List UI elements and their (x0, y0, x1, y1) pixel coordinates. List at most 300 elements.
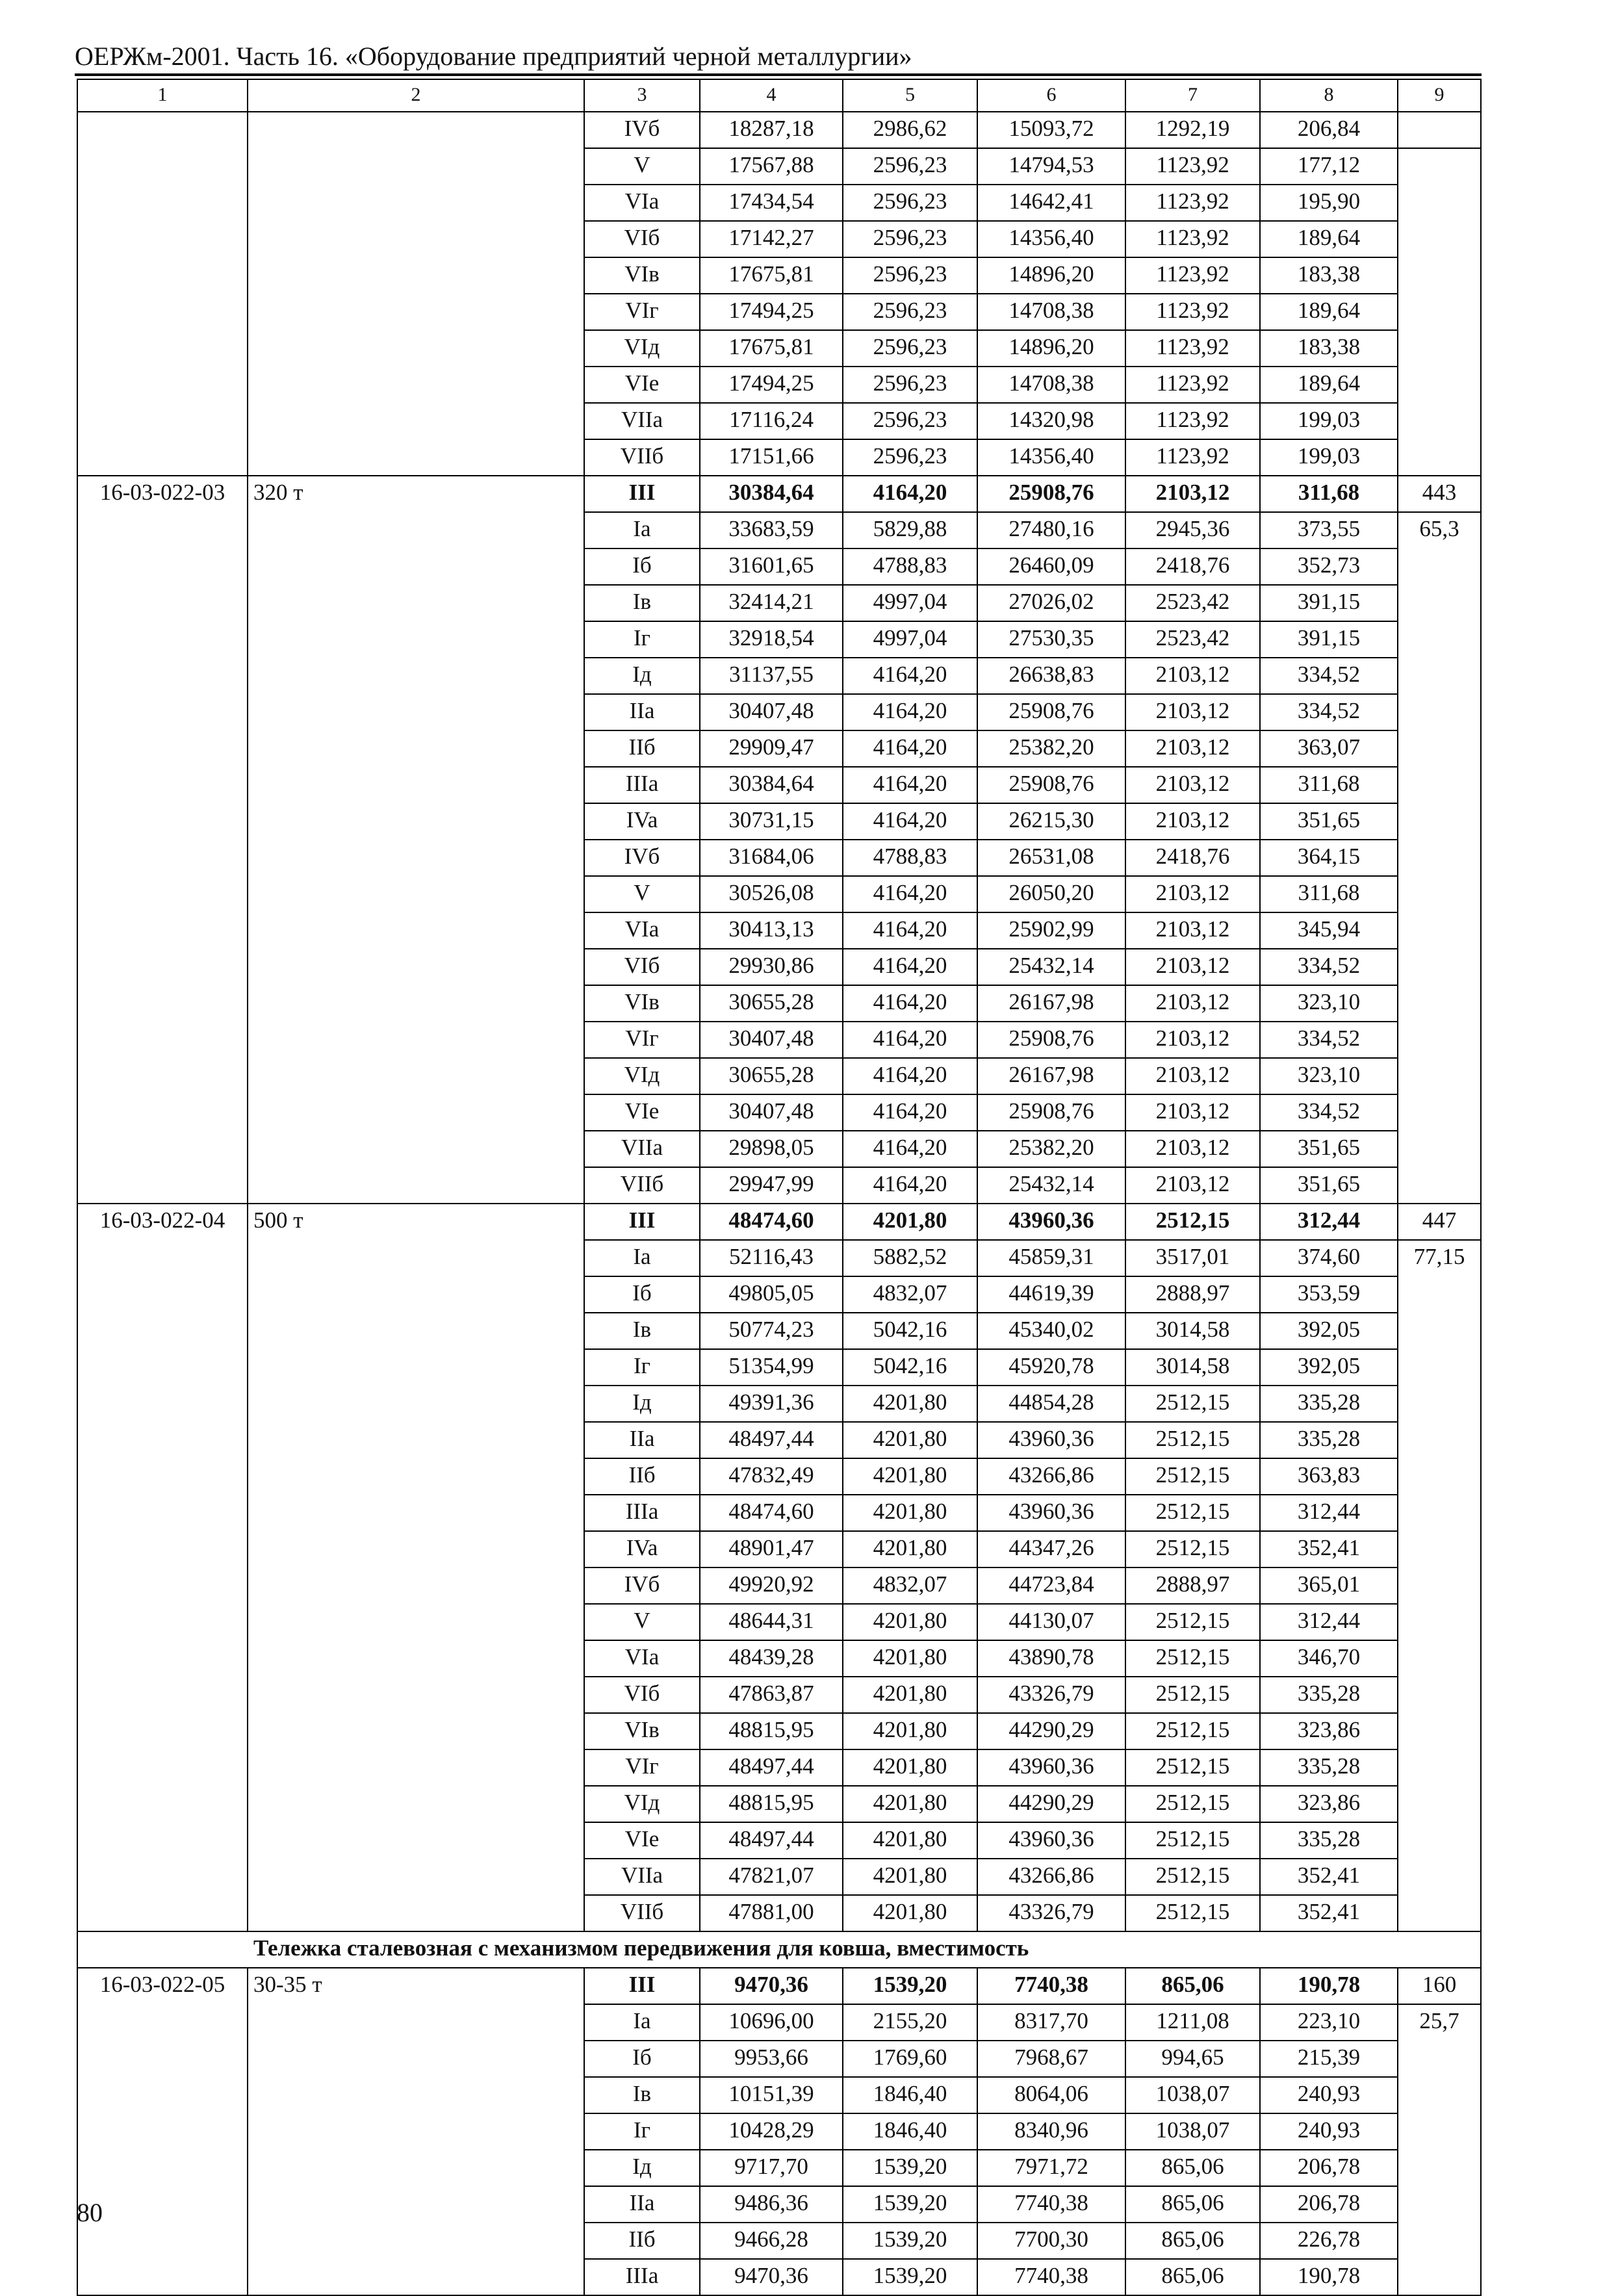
category-cell: VIв (584, 985, 700, 1022)
value-cell: 43890,78 (977, 1640, 1125, 1677)
category-cell: VIв (584, 1713, 700, 1749)
value-cell: 44619,39 (977, 1276, 1125, 1313)
value-cell: 240,93 (1260, 2113, 1398, 2150)
category-cell: Iв (584, 585, 700, 621)
value-cell: 4201,80 (843, 1749, 977, 1786)
value-cell: 2596,23 (843, 330, 977, 367)
value-cell: 1292,19 (1125, 112, 1260, 148)
category-cell: IIб (584, 1458, 700, 1495)
column-header: 4 (700, 79, 843, 112)
value-cell: 17434,54 (700, 185, 843, 221)
value-cell: 14708,38 (977, 367, 1125, 403)
value-cell: 2512,15 (1125, 1713, 1260, 1749)
value-cell: 364,15 (1260, 840, 1398, 876)
value-cell: 1123,92 (1125, 330, 1260, 367)
category-cell: VIг (584, 294, 700, 330)
value-cell: 26050,20 (977, 876, 1125, 912)
value-cell: 2512,15 (1125, 1386, 1260, 1422)
value-cell: 4164,20 (843, 949, 977, 985)
value-cell: 4201,80 (843, 1604, 977, 1640)
category-cell: VIa (584, 912, 700, 949)
value-cell: 3517,01 (1125, 1240, 1260, 1276)
value-cell: 190,78 (1260, 2259, 1398, 2295)
value-cell: 44290,29 (977, 1713, 1125, 1749)
value-cell: 30384,64 (700, 767, 843, 803)
category-cell: VIe (584, 367, 700, 403)
value-cell: 26167,98 (977, 985, 1125, 1022)
value-cell: 8064,06 (977, 2077, 1125, 2113)
value-cell: 352,41 (1260, 1531, 1398, 1567)
column-header: 1 (77, 79, 248, 112)
value-cell: 199,03 (1260, 439, 1398, 476)
value-cell: 31137,55 (700, 658, 843, 694)
value-cell: 43960,36 (977, 1422, 1125, 1458)
value-cell: 44130,07 (977, 1604, 1125, 1640)
value-cell: 4201,80 (843, 1495, 977, 1531)
value-cell: 2596,23 (843, 367, 977, 403)
value-cell: 865,06 (1125, 2259, 1260, 2295)
value-cell: 334,52 (1260, 658, 1398, 694)
value-cell: 1123,92 (1125, 221, 1260, 257)
value-cell: 17675,81 (700, 257, 843, 294)
value-cell: 43960,36 (977, 1749, 1125, 1786)
value-cell: 1038,07 (1125, 2113, 1260, 2150)
value-cell: 4164,20 (843, 985, 977, 1022)
category-cell: VIб (584, 949, 700, 985)
category-cell: VIe (584, 1822, 700, 1859)
value-cell: 43960,36 (977, 1204, 1125, 1240)
value-cell: 2103,12 (1125, 730, 1260, 767)
category-cell: IIб (584, 730, 700, 767)
value-cell: 4201,80 (843, 1859, 977, 1895)
value-cell: 44723,84 (977, 1567, 1125, 1604)
table-row (77, 476, 1481, 512)
category-cell: Iд (584, 2150, 700, 2186)
value-cell: 2596,23 (843, 403, 977, 439)
value-cell: 47863,87 (700, 1677, 843, 1713)
value-cell: 183,38 (1260, 257, 1398, 294)
category-cell: IIa (584, 1422, 700, 1458)
value-cell: 391,15 (1260, 585, 1398, 621)
value-cell: 29930,86 (700, 949, 843, 985)
value-cell: 312,44 (1260, 1495, 1398, 1531)
value-cell: 4201,80 (843, 1531, 977, 1567)
category-cell: Ia (584, 512, 700, 548)
value-cell: 30407,48 (700, 1022, 843, 1058)
column-header: 2 (248, 79, 584, 112)
category-cell: VIд (584, 330, 700, 367)
value-cell: 323,86 (1260, 1713, 1398, 1749)
value-cell: 2103,12 (1125, 476, 1260, 512)
value-cell: 4201,80 (843, 1713, 977, 1749)
col9-value-cell: 160 (1398, 1968, 1481, 2004)
value-cell: 2888,97 (1125, 1567, 1260, 1604)
category-cell: Iв (584, 1313, 700, 1349)
value-cell: 43326,79 (977, 1895, 1125, 1931)
value-cell: 48497,44 (700, 1422, 843, 1458)
value-cell: 25908,76 (977, 1094, 1125, 1131)
category-cell: Iв (584, 2077, 700, 2113)
value-cell: 1123,92 (1125, 257, 1260, 294)
value-cell: 334,52 (1260, 1022, 1398, 1058)
value-cell: 2512,15 (1125, 1822, 1260, 1859)
value-cell: 48497,44 (700, 1822, 843, 1859)
value-cell: 2986,62 (843, 112, 977, 148)
value-cell: 312,44 (1260, 1204, 1398, 1240)
value-cell: 18287,18 (700, 112, 843, 148)
value-cell: 25908,76 (977, 694, 1125, 730)
value-cell: 865,06 (1125, 2150, 1260, 2186)
value-cell: 2103,12 (1125, 912, 1260, 949)
value-cell: 4164,20 (843, 767, 977, 803)
value-cell: 9470,36 (700, 1968, 843, 2004)
value-cell: 8340,96 (977, 2113, 1125, 2150)
value-cell: 351,65 (1260, 1131, 1398, 1167)
table-row (77, 112, 1481, 148)
value-cell: 4164,20 (843, 912, 977, 949)
value-cell: 43960,36 (977, 1495, 1125, 1531)
capacity-cell (248, 112, 584, 476)
col9-value-cell: 443 (1398, 476, 1481, 512)
value-cell: 45920,78 (977, 1349, 1125, 1386)
value-cell: 14896,20 (977, 330, 1125, 367)
value-cell: 5042,16 (843, 1349, 977, 1386)
value-cell: 26531,08 (977, 840, 1125, 876)
value-cell: 240,93 (1260, 2077, 1398, 2113)
capacity-cell: 30-35 т (248, 1968, 584, 2295)
value-cell: 10151,39 (700, 2077, 843, 2113)
value-cell: 4788,83 (843, 840, 977, 876)
category-cell: VIг (584, 1022, 700, 1058)
value-cell: 5882,52 (843, 1240, 977, 1276)
value-cell: 1211,08 (1125, 2004, 1260, 2041)
value-cell: 48815,95 (700, 1786, 843, 1822)
value-cell: 52116,43 (700, 1240, 843, 1276)
value-cell: 25382,20 (977, 1131, 1125, 1167)
value-cell: 43266,86 (977, 1458, 1125, 1495)
category-cell: IIIa (584, 2259, 700, 2295)
value-cell: 33683,59 (700, 512, 843, 548)
value-cell: 1539,20 (843, 2186, 977, 2223)
value-cell: 352,73 (1260, 548, 1398, 585)
value-cell: 4832,07 (843, 1276, 977, 1313)
value-cell: 865,06 (1125, 2186, 1260, 2223)
value-cell: 17567,88 (700, 148, 843, 185)
column-header: 3 (584, 79, 700, 112)
section-heading-row (77, 1931, 1481, 1968)
value-cell: 4201,80 (843, 1640, 977, 1677)
value-cell: 5042,16 (843, 1313, 977, 1349)
value-cell: 1038,07 (1125, 2077, 1260, 2113)
value-cell: 2512,15 (1125, 1786, 1260, 1822)
category-cell: VIIб (584, 439, 700, 476)
value-cell: 1123,92 (1125, 185, 1260, 221)
category-cell: VIд (584, 1058, 700, 1094)
category-cell: VIIб (584, 1167, 700, 1204)
category-cell: VIIa (584, 1131, 700, 1167)
value-cell: 2512,15 (1125, 1604, 1260, 1640)
value-cell: 15093,72 (977, 112, 1125, 148)
value-cell: 7971,72 (977, 2150, 1125, 2186)
value-cell: 335,28 (1260, 1422, 1398, 1458)
rate-code-cell (77, 112, 248, 476)
value-cell: 2523,42 (1125, 621, 1260, 658)
category-cell: Iг (584, 621, 700, 658)
category-cell: Iг (584, 1349, 700, 1386)
value-cell: 9466,28 (700, 2223, 843, 2259)
value-cell: 45859,31 (977, 1240, 1125, 1276)
value-cell: 2596,23 (843, 185, 977, 221)
value-cell: 1846,40 (843, 2113, 977, 2150)
value-cell: 30655,28 (700, 985, 843, 1022)
value-cell: 2512,15 (1125, 1895, 1260, 1931)
category-cell: VIIб (584, 1895, 700, 1931)
category-cell: Ia (584, 1240, 700, 1276)
value-cell: 31684,06 (700, 840, 843, 876)
value-cell: 1539,20 (843, 2259, 977, 2295)
capacity-cell: 320 т (248, 476, 584, 1204)
category-cell: VIб (584, 221, 700, 257)
value-cell: 335,28 (1260, 1749, 1398, 1786)
value-cell: 31601,65 (700, 548, 843, 585)
value-cell: 8317,70 (977, 2004, 1125, 2041)
column-header: 6 (977, 79, 1125, 112)
value-cell: 1123,92 (1125, 367, 1260, 403)
category-cell: VIa (584, 1640, 700, 1677)
value-cell: 25908,76 (977, 476, 1125, 512)
value-cell: 7740,38 (977, 1968, 1125, 2004)
value-cell: 4201,80 (843, 1422, 977, 1458)
value-cell: 2103,12 (1125, 1058, 1260, 1094)
value-cell: 994,65 (1125, 2041, 1260, 2077)
value-cell: 4164,20 (843, 730, 977, 767)
col9-value-cell: 77,15 (1398, 1240, 1481, 1931)
value-cell: 4201,80 (843, 1822, 977, 1859)
value-cell: 43266,86 (977, 1859, 1125, 1895)
value-cell: 14356,40 (977, 439, 1125, 476)
value-cell: 2418,76 (1125, 840, 1260, 876)
value-cell: 2512,15 (1125, 1531, 1260, 1567)
value-cell: 2596,23 (843, 439, 977, 476)
value-cell: 25432,14 (977, 1167, 1125, 1204)
value-cell: 4201,80 (843, 1677, 977, 1713)
value-cell: 48497,44 (700, 1749, 843, 1786)
value-cell: 311,68 (1260, 767, 1398, 803)
value-cell: 4164,20 (843, 476, 977, 512)
value-cell: 363,07 (1260, 730, 1398, 767)
value-cell: 353,59 (1260, 1276, 1398, 1313)
value-cell: 4201,80 (843, 1204, 977, 1240)
category-cell: VIб (584, 1677, 700, 1713)
category-cell: IIa (584, 2186, 700, 2223)
value-cell: 17494,25 (700, 367, 843, 403)
value-cell: 30407,48 (700, 1094, 843, 1131)
value-cell: 392,05 (1260, 1349, 1398, 1386)
value-cell: 50774,23 (700, 1313, 843, 1349)
value-cell: 30384,64 (700, 476, 843, 512)
value-cell: 215,39 (1260, 2041, 1398, 2077)
value-cell: 4164,20 (843, 803, 977, 840)
page-header: ОЕРЖм-2001. Часть 16. «Оборудование предприятий черной металлургии» (75, 42, 912, 71)
value-cell: 365,01 (1260, 1567, 1398, 1604)
value-cell: 4164,20 (843, 876, 977, 912)
category-cell: IIa (584, 694, 700, 730)
value-cell: 2103,12 (1125, 1167, 1260, 1204)
value-cell: 25382,20 (977, 730, 1125, 767)
category-cell: V (584, 876, 700, 912)
value-cell: 334,52 (1260, 1094, 1398, 1131)
value-cell: 2596,23 (843, 148, 977, 185)
value-cell: 2512,15 (1125, 1458, 1260, 1495)
value-cell: 4832,07 (843, 1567, 977, 1604)
value-cell: 2512,15 (1125, 1495, 1260, 1531)
value-cell: 7740,38 (977, 2186, 1125, 2223)
value-cell: 1539,20 (843, 2223, 977, 2259)
col9-value-cell (1398, 148, 1481, 476)
value-cell: 43326,79 (977, 1677, 1125, 1713)
value-cell: 4164,20 (843, 694, 977, 730)
value-cell: 44854,28 (977, 1386, 1125, 1422)
value-cell: 323,10 (1260, 985, 1398, 1022)
value-cell: 363,83 (1260, 1458, 1398, 1495)
value-cell: 2512,15 (1125, 1640, 1260, 1677)
value-cell: 49805,05 (700, 1276, 843, 1313)
value-cell: 30407,48 (700, 694, 843, 730)
page-number: 80 (77, 2198, 103, 2227)
value-cell: 48815,95 (700, 1713, 843, 1749)
value-cell: 26167,98 (977, 1058, 1125, 1094)
value-cell: 4164,20 (843, 658, 977, 694)
value-cell: 4164,20 (843, 1167, 977, 1204)
value-cell: 14356,40 (977, 221, 1125, 257)
value-cell: 2512,15 (1125, 1422, 1260, 1458)
value-cell: 4997,04 (843, 621, 977, 658)
category-cell: Iг (584, 2113, 700, 2150)
col9-value-cell: 447 (1398, 1204, 1481, 1240)
category-cell: V (584, 1604, 700, 1640)
value-cell: 4201,80 (843, 1895, 977, 1931)
category-cell: Iб (584, 1276, 700, 1313)
col9-value-cell (1398, 112, 1481, 148)
value-cell: 2103,12 (1125, 658, 1260, 694)
value-cell: 1846,40 (843, 2077, 977, 2113)
value-cell: 1123,92 (1125, 439, 1260, 476)
value-cell: 17142,27 (700, 221, 843, 257)
table-row (77, 1968, 1481, 2004)
category-cell: Iб (584, 2041, 700, 2077)
value-cell: 3014,58 (1125, 1313, 1260, 1349)
value-cell: 226,78 (1260, 2223, 1398, 2259)
value-cell: 311,68 (1260, 876, 1398, 912)
value-cell: 7968,67 (977, 2041, 1125, 2077)
category-cell: Iд (584, 1386, 700, 1422)
value-cell: 2596,23 (843, 294, 977, 330)
value-cell: 25432,14 (977, 949, 1125, 985)
value-cell: 27480,16 (977, 512, 1125, 548)
value-cell: 47821,07 (700, 1859, 843, 1895)
value-cell: 177,12 (1260, 148, 1398, 185)
category-cell: IVa (584, 803, 700, 840)
value-cell: 334,52 (1260, 949, 1398, 985)
value-cell: 14708,38 (977, 294, 1125, 330)
value-cell: 2418,76 (1125, 548, 1260, 585)
value-cell: 25902,99 (977, 912, 1125, 949)
value-cell: 2512,15 (1125, 1204, 1260, 1240)
value-cell: 32918,54 (700, 621, 843, 658)
category-cell: Ia (584, 2004, 700, 2041)
category-cell: VIa (584, 185, 700, 221)
value-cell: 29909,47 (700, 730, 843, 767)
value-cell: 1769,60 (843, 2041, 977, 2077)
value-cell: 2523,42 (1125, 585, 1260, 621)
value-cell: 4164,20 (843, 1131, 977, 1167)
value-cell: 2596,23 (843, 257, 977, 294)
column-header: 7 (1125, 79, 1260, 112)
category-cell: IIIa (584, 1495, 700, 1531)
header-rule (75, 73, 1482, 76)
value-cell: 865,06 (1125, 1968, 1260, 2004)
value-cell: 199,03 (1260, 403, 1398, 439)
value-cell: 49920,92 (700, 1567, 843, 1604)
value-cell: 1123,92 (1125, 403, 1260, 439)
column-number-row (77, 79, 1481, 112)
value-cell: 323,10 (1260, 1058, 1398, 1094)
value-cell: 2596,23 (843, 221, 977, 257)
value-cell: 30413,13 (700, 912, 843, 949)
value-cell: 335,28 (1260, 1677, 1398, 1713)
value-cell: 195,90 (1260, 185, 1398, 221)
value-cell: 345,94 (1260, 912, 1398, 949)
value-cell: 312,44 (1260, 1604, 1398, 1640)
value-cell: 4164,20 (843, 1022, 977, 1058)
category-cell: VIIa (584, 1859, 700, 1895)
value-cell: 351,65 (1260, 1167, 1398, 1204)
value-cell: 26460,09 (977, 548, 1125, 585)
value-cell: 374,60 (1260, 1240, 1398, 1276)
value-cell: 2103,12 (1125, 1131, 1260, 1167)
value-cell: 865,06 (1125, 2223, 1260, 2259)
value-cell: 25908,76 (977, 767, 1125, 803)
col9-value-cell: 25,7 (1398, 2004, 1481, 2295)
value-cell: 334,52 (1260, 694, 1398, 730)
value-cell: 4164,20 (843, 1094, 977, 1131)
column-header: 5 (843, 79, 977, 112)
rates-table (77, 79, 1482, 2296)
category-cell: VIг (584, 1749, 700, 1786)
value-cell: 17116,24 (700, 403, 843, 439)
value-cell: 14642,41 (977, 185, 1125, 221)
value-cell: 7700,30 (977, 2223, 1125, 2259)
section-heading: Тележка сталевозная с механизмом передвижения для ковша, вместимость (77, 1931, 1481, 1968)
column-header: 8 (1260, 79, 1398, 112)
value-cell: 392,05 (1260, 1313, 1398, 1349)
rate-code-cell: 16-03-022-03 (77, 476, 248, 1204)
value-cell: 189,64 (1260, 294, 1398, 330)
value-cell: 47881,00 (700, 1895, 843, 1931)
value-cell: 48901,47 (700, 1531, 843, 1567)
value-cell: 2103,12 (1125, 876, 1260, 912)
category-cell: VIIa (584, 403, 700, 439)
value-cell: 27026,02 (977, 585, 1125, 621)
value-cell: 391,15 (1260, 621, 1398, 658)
col9-value-cell: 65,3 (1398, 512, 1481, 1204)
category-cell: IVб (584, 1567, 700, 1604)
category-cell: III (584, 1968, 700, 2004)
value-cell: 48439,28 (700, 1640, 843, 1677)
category-cell: III (584, 1204, 700, 1240)
value-cell: 4164,20 (843, 1058, 977, 1094)
value-cell: 1539,20 (843, 1968, 977, 2004)
